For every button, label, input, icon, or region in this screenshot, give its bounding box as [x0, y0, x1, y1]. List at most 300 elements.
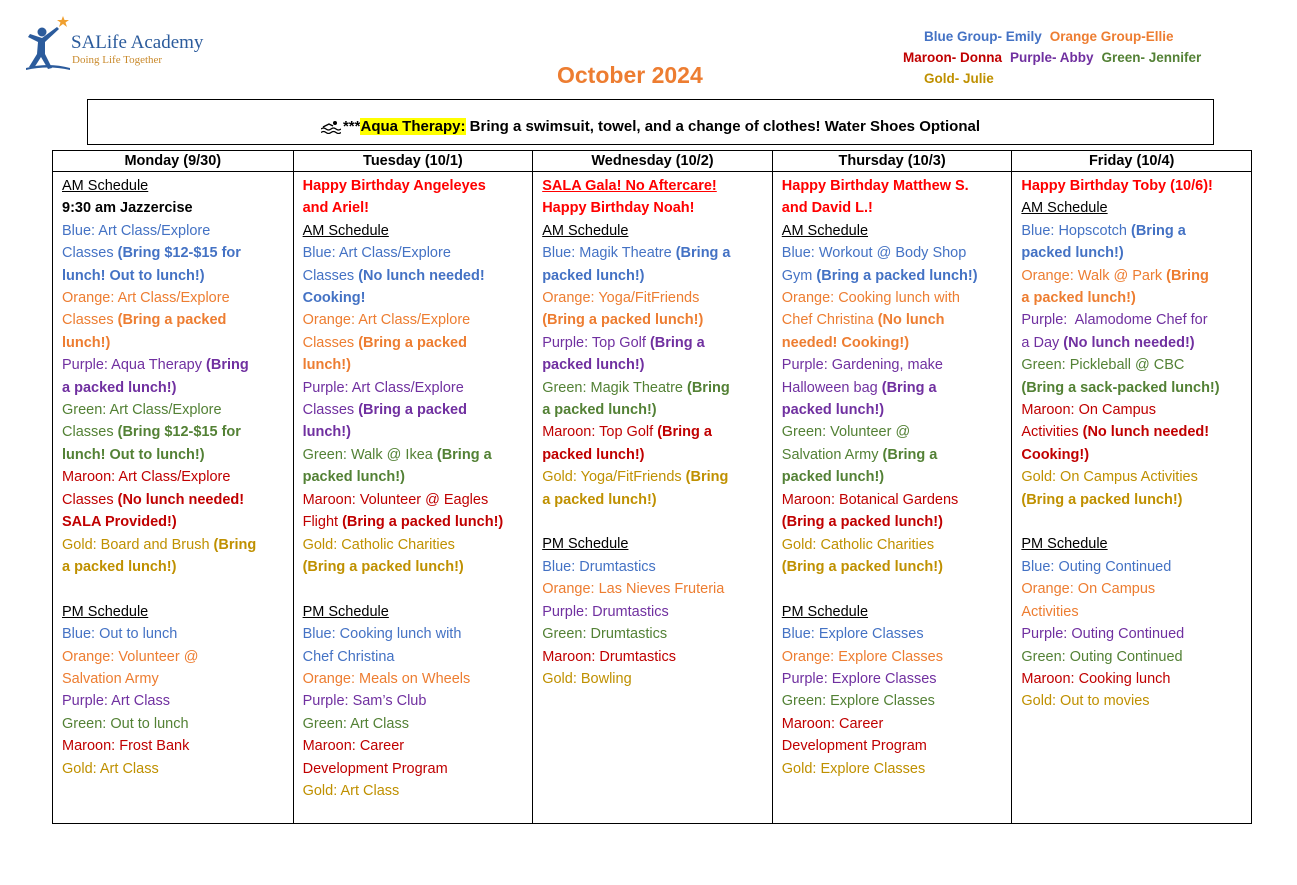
schedule-line — [62, 534, 284, 556]
schedule-line — [782, 242, 1003, 264]
schedule-text: Classes — [302, 334, 359, 351]
notice-text: Bring a swimsuit, towel, and a change of clothes! Water Shoes Optional — [465, 118, 981, 135]
schedule-line — [62, 421, 284, 443]
schedule-line — [1021, 175, 1242, 197]
schedule-line — [1021, 265, 1242, 287]
schedule-text: PM Schedule — [542, 536, 629, 553]
notice-prefix: *** — [342, 118, 361, 135]
schedule-line — [62, 197, 284, 219]
schedule-note: (Bring — [213, 536, 257, 553]
schedule-text: Blue: Workout @ Body Shop — [781, 245, 967, 262]
schedule-line — [542, 242, 763, 264]
schedule-text: Gold: Explore Classes — [781, 760, 926, 777]
day-body — [1012, 172, 1251, 713]
schedule-note: (No lunch needed!) — [1063, 334, 1195, 351]
schedule-line — [1021, 668, 1242, 690]
schedule-text: Maroon: Volunteer @ Eagles — [302, 491, 489, 508]
schedule-text: Halloween bag — [781, 379, 882, 396]
schedule-note: Happy Birthday Angeleyes — [302, 178, 486, 194]
schedule-line — [303, 287, 524, 309]
schedule-text: Green: Volunteer @ — [781, 424, 911, 441]
schedule-text: Maroon: Botanical Gardens — [781, 491, 959, 508]
schedule-note: a packed lunch!) — [1021, 290, 1136, 307]
schedule-text: Green: Art Class/Explore — [62, 402, 222, 419]
schedule-line — [542, 421, 763, 443]
schedule-line — [542, 623, 763, 645]
schedule-note: lunch! Out to lunch!) — [62, 267, 205, 284]
schedule-text: Orange: Meals on Wheels — [302, 670, 471, 687]
schedule-text: Development Program — [781, 738, 927, 755]
schedule-note: and Ariel! — [302, 200, 369, 217]
schedule-line — [62, 444, 284, 466]
schedule-line — [542, 175, 763, 197]
day-column-friday — [1011, 151, 1251, 823]
schedule-text: Gold: Board and Brush — [62, 536, 214, 553]
schedule-note: (Bring a packed lunch!) — [542, 312, 704, 329]
schedule-text: Purple: Art Class — [62, 693, 170, 710]
schedule-line — [303, 690, 524, 712]
schedule-text: Maroon: Drumtastics — [542, 648, 676, 665]
schedule-line — [782, 421, 1003, 443]
logo-name: SALife Academy — [71, 32, 204, 53]
schedule-line — [782, 197, 1003, 219]
schedule-note: needed! Cooking!) — [781, 334, 910, 351]
schedule-line — [1021, 533, 1242, 555]
schedule-note: lunch!) — [302, 424, 351, 441]
schedule-text: Gold: Bowling — [542, 670, 632, 687]
schedule-note: (Bring a packed lunch!) — [781, 558, 943, 575]
schedule-text: Gold: Yoga/FitFriends — [542, 469, 686, 486]
schedule-line — [1021, 399, 1242, 421]
schedule-line — [1021, 489, 1242, 511]
schedule-text: Orange: Art Class/Explore — [62, 290, 230, 307]
schedule-note: (No lunch needed! — [117, 491, 245, 508]
schedule-line — [782, 668, 1003, 690]
schedule-line — [1021, 197, 1242, 219]
schedule-text: Gold: Out to movies — [1021, 693, 1150, 710]
day-body — [53, 172, 293, 780]
schedule-line — [1021, 242, 1242, 264]
schedule-line — [1021, 332, 1242, 354]
schedule-line — [303, 758, 524, 780]
schedule-text: Blue: Drumtastics — [542, 558, 656, 575]
schedule-line — [303, 623, 524, 645]
schedule-text: Purple: Gardening, make — [781, 357, 943, 374]
schedule-line — [303, 780, 524, 802]
schedule-text: Blue: Out to lunch — [62, 626, 178, 643]
schedule-text: Gold: Catholic Charities — [781, 536, 935, 553]
schedule-line — [62, 646, 284, 668]
spacer — [1021, 511, 1242, 533]
schedule-note: lunch!) — [62, 334, 111, 351]
schedule-note: (Bring a packed — [358, 334, 467, 351]
day-header: Wednesday (10/2) — [533, 151, 772, 172]
schedule-line — [782, 735, 1003, 757]
schedule-line — [542, 197, 763, 219]
schedule-note: (Bring a packed lunch!) — [1021, 491, 1183, 508]
schedule-line — [542, 646, 763, 668]
schedule-note: and David L.! — [781, 200, 873, 217]
legend-purple: Purple- Abby — [1010, 50, 1094, 65]
schedule-line — [542, 220, 763, 242]
legend-blue: Blue Group- Emily — [924, 29, 1042, 44]
schedule-text: Orange: Cooking lunch with — [781, 290, 960, 307]
schedule-note: Cooking!) — [1021, 446, 1090, 463]
schedule-note: packed lunch!) — [781, 469, 885, 486]
day-body — [773, 172, 1012, 780]
schedule-text: Green: Art Class — [302, 715, 409, 732]
schedule-text: Blue: Explore Classes — [781, 626, 924, 643]
schedule-line — [62, 354, 284, 376]
schedule-line — [303, 332, 524, 354]
schedule-line — [782, 309, 1003, 331]
schedule-line — [542, 444, 763, 466]
schedule-line — [542, 466, 763, 488]
schedule-line — [62, 623, 284, 645]
schedule-line — [62, 466, 284, 488]
schedule-note: (Bring — [685, 469, 729, 486]
schedule-line — [1021, 466, 1242, 488]
legend-green: Green- Jennifer — [1101, 50, 1202, 65]
schedule-text: Purple: Explore Classes — [781, 670, 937, 687]
schedule-line — [542, 309, 763, 331]
schedule-note: a packed lunch!) — [62, 379, 177, 396]
schedule-note: (No lunch — [877, 312, 945, 329]
schedule-text: Blue: Magik Theatre — [542, 245, 676, 262]
schedule-line — [782, 690, 1003, 712]
schedule-text: Maroon: Cooking lunch — [1021, 670, 1171, 687]
schedule-line — [303, 489, 524, 511]
spacer — [782, 578, 1003, 600]
schedule-note: packed lunch!) — [542, 357, 645, 374]
schedule-line — [62, 511, 284, 533]
schedule-text: Classes — [62, 245, 118, 262]
page-title: October 2024 — [557, 62, 703, 88]
schedule-text: Flight — [302, 514, 343, 531]
schedule-text: Purple: Top Golf — [542, 334, 650, 351]
schedule-line — [1021, 354, 1242, 376]
schedule-text: a Day — [1021, 334, 1064, 351]
schedule-line — [1021, 623, 1242, 645]
schedule-line — [1021, 444, 1242, 466]
schedule-line — [303, 175, 524, 197]
schedule-text: Gold: Art Class — [302, 782, 400, 799]
day-body — [533, 172, 772, 690]
schedule-line — [782, 354, 1003, 376]
schedule-line — [782, 175, 1003, 197]
notice-highlight: Aqua Therapy: — [360, 118, 466, 135]
schedule-text: Gym — [781, 267, 817, 284]
schedule-text: Maroon: Art Class/Explore — [62, 469, 231, 486]
schedule-text: Chef Christina — [302, 648, 395, 665]
schedule-text: Purple: Outing Continued — [1021, 626, 1185, 643]
schedule-note: SALA Gala! No Aftercare! — [542, 178, 717, 194]
schedule-text: Blue: Art Class/Explore — [62, 222, 211, 239]
schedule-text: Orange: Yoga/FitFriends — [542, 290, 700, 307]
schedule-line — [542, 578, 763, 600]
schedule-text: Maroon: On Campus — [1021, 402, 1156, 419]
schedule-line — [542, 556, 763, 578]
schedule-line — [1021, 421, 1242, 443]
schedule-note: (Bring a sack-packed lunch!) — [1021, 379, 1220, 396]
schedule-line — [542, 354, 763, 376]
schedule-text: Purple: Sam’s Club — [302, 693, 427, 710]
schedule-note: (Bring a — [882, 446, 938, 463]
schedule-text: Green: Out to lunch — [62, 715, 189, 732]
schedule-note: (Bring — [687, 379, 730, 396]
schedule-text: PM Schedule — [781, 603, 869, 620]
logo-tagline: Doing Life Together — [72, 54, 163, 66]
schedule-line — [1021, 309, 1242, 331]
schedule-text: Blue: Hopscotch — [1021, 222, 1131, 239]
schedule-line — [62, 489, 284, 511]
schedule-note: (Bring a packed — [358, 402, 467, 419]
schedule-line — [303, 646, 524, 668]
schedule-line — [782, 220, 1003, 242]
group-legend — [903, 26, 1209, 89]
schedule-text: 9:30 am Jazzercise — [62, 200, 193, 217]
schedule-line — [542, 489, 763, 511]
schedule-text: Orange: Las Nieves Fruteria — [542, 581, 725, 598]
legend-orange: Orange Group-Ellie — [1049, 29, 1174, 44]
schedule-line — [303, 466, 524, 488]
schedule-text: Orange: On Campus — [1021, 581, 1156, 598]
schedule-note: (Bring a packed lunch!) — [302, 558, 464, 575]
schedule-line — [303, 601, 524, 623]
schedule-text: Gold: On Campus Activities — [1021, 469, 1198, 486]
schedule-line — [62, 287, 284, 309]
schedule-note: packed lunch!) — [542, 267, 645, 284]
schedule-line — [303, 556, 524, 578]
schedule-text: Classes — [302, 402, 359, 419]
schedule-text: AM Schedule — [302, 222, 389, 239]
schedule-line — [62, 713, 284, 735]
schedule-line — [782, 623, 1003, 645]
schedule-line — [782, 489, 1003, 511]
schedule-line — [1021, 287, 1242, 309]
schedule-line — [1021, 646, 1242, 668]
schedule-line — [303, 534, 524, 556]
schedule-text: AM Schedule — [781, 222, 869, 239]
schedule-line — [1021, 556, 1242, 578]
schedule-text: PM Schedule — [62, 603, 149, 620]
schedule-note: (Bring a packed lunch!) — [816, 267, 978, 284]
schedule-text: Orange: Explore Classes — [781, 648, 943, 665]
schedule-text: Classes — [302, 267, 359, 284]
schedule-line — [542, 287, 763, 309]
schedule-text: Activities — [1021, 603, 1079, 620]
schedule-text: Green: Explore Classes — [781, 693, 935, 710]
schedule-line — [62, 556, 284, 578]
schedule-text: Green: Magik Theatre — [542, 379, 687, 396]
schedule-line — [782, 534, 1003, 556]
schedule-line — [62, 332, 284, 354]
schedule-note: Happy Birthday Noah! — [542, 200, 695, 217]
schedule-note: (No lunch needed! — [358, 267, 485, 284]
schedule-note: a packed lunch!) — [542, 402, 657, 419]
schedule-line — [62, 242, 284, 264]
day-header: Tuesday (10/1) — [294, 151, 533, 172]
schedule-line — [1021, 220, 1242, 242]
swimmer-icon — [321, 120, 341, 134]
schedule-text: Orange: Art Class/Explore — [302, 312, 471, 329]
schedule-text: Orange: Volunteer @ — [62, 648, 199, 665]
schedule-line — [782, 511, 1003, 533]
person-star-logo-icon — [26, 16, 70, 72]
schedule-line — [782, 556, 1003, 578]
schedule-text: PM Schedule — [302, 603, 389, 620]
schedule-line — [303, 713, 524, 735]
schedule-line — [782, 399, 1003, 421]
schedule-text: AM Schedule — [62, 178, 149, 194]
spacer — [542, 511, 763, 533]
schedule-text: Maroon: Top Golf — [542, 424, 658, 441]
schedule-text: Salvation Army — [781, 446, 883, 463]
schedule-note: packed lunch!) — [1021, 245, 1124, 262]
schedule-line — [782, 713, 1003, 735]
spacer — [303, 578, 524, 600]
schedule-line — [542, 377, 763, 399]
schedule-line — [62, 377, 284, 399]
schedule-text: Classes — [62, 491, 118, 508]
schedule-note: SALA Provided!) — [62, 514, 177, 531]
schedule-line — [782, 466, 1003, 488]
day-column-monday — [53, 151, 293, 823]
schedule-line — [303, 197, 524, 219]
schedule-line — [62, 265, 284, 287]
schedule-line — [62, 601, 284, 623]
schedule-note: packed lunch!) — [542, 446, 645, 463]
schedule-text: Chef Christina — [781, 312, 878, 329]
schedule-line — [782, 332, 1003, 354]
schedule-line — [782, 377, 1003, 399]
day-body — [294, 172, 533, 802]
schedule-line — [303, 220, 524, 242]
schedule-line — [303, 377, 524, 399]
schedule-text: Purple: Aqua Therapy — [62, 357, 207, 374]
schedule-line — [782, 287, 1003, 309]
schedule-text: Classes — [62, 424, 118, 441]
schedule-note: (Bring a — [649, 334, 705, 351]
schedule-note: lunch!) — [302, 357, 351, 374]
schedule-note: (Bring a — [657, 424, 712, 441]
schedule-text: PM Schedule — [1021, 536, 1108, 553]
schedule-text: Maroon: Frost Bank — [62, 738, 190, 755]
schedule-line — [542, 265, 763, 287]
day-header: Thursday (10/3) — [773, 151, 1012, 172]
schedule-line — [303, 265, 524, 287]
schedule-text: Gold: Catholic Charities — [302, 536, 455, 553]
schedule-line — [62, 668, 284, 690]
schedule-line — [303, 354, 524, 376]
schedule-line — [303, 421, 524, 443]
schedule-line — [62, 220, 284, 242]
schedule-note: packed lunch!) — [781, 402, 885, 419]
schedule-line — [782, 601, 1003, 623]
aqua-therapy-notice — [87, 99, 1214, 145]
schedule-text: Purple: Drumtastics — [542, 603, 669, 620]
schedule-text: Purple: Art Class/Explore — [302, 379, 464, 396]
schedule-line — [62, 690, 284, 712]
schedule-line — [782, 646, 1003, 668]
schedule-note: lunch! Out to lunch!) — [62, 446, 205, 463]
schedule-text: Green: Walk @ Ikea — [302, 446, 437, 463]
schedule-note: (Bring a packed lunch!) — [342, 514, 504, 531]
schedule-line — [1021, 377, 1242, 399]
schedule-line — [1021, 690, 1242, 712]
weekly-schedule-table — [52, 150, 1252, 824]
day-column-wednesday — [532, 151, 772, 823]
schedule-text: Orange: Walk @ Park — [1021, 267, 1167, 284]
schedule-line — [62, 309, 284, 331]
schedule-line — [303, 309, 524, 331]
schedule-note: a packed lunch!) — [542, 491, 657, 508]
schedule-line — [1021, 601, 1242, 623]
academy-logo — [26, 16, 226, 72]
schedule-line — [303, 444, 524, 466]
schedule-note: (Bring a — [1131, 222, 1186, 239]
spacer — [62, 578, 284, 600]
schedule-text: Blue: Outing Continued — [1021, 558, 1172, 575]
schedule-line — [62, 735, 284, 757]
schedule-note: (Bring a packed lunch!) — [781, 514, 943, 531]
schedule-note: Happy Birthday Toby (10/6)! — [1021, 178, 1213, 194]
schedule-line — [303, 242, 524, 264]
day-column-tuesday — [293, 151, 533, 823]
schedule-text: Blue: Art Class/Explore — [302, 245, 451, 262]
schedule-text: Gold: Art Class — [62, 760, 159, 777]
schedule-line — [62, 399, 284, 421]
schedule-line — [303, 399, 524, 421]
schedule-text: Salvation Army — [62, 670, 159, 687]
schedule-text: Green: Outing Continued — [1021, 648, 1183, 665]
schedule-note: (Bring a — [436, 446, 492, 463]
legend-maroon: Maroon- Donna — [903, 50, 1002, 65]
legend-gold: Gold- Julie — [924, 71, 994, 86]
schedule-text: Maroon: Career — [302, 738, 405, 755]
schedule-text: Development Program — [302, 760, 448, 777]
day-header: Friday (10/4) — [1012, 151, 1251, 172]
schedule-line — [303, 668, 524, 690]
schedule-line — [542, 332, 763, 354]
schedule-note: (Bring $12-$15 for — [117, 245, 241, 262]
schedule-text: AM Schedule — [542, 222, 629, 239]
schedule-line — [782, 444, 1003, 466]
schedule-line — [542, 668, 763, 690]
schedule-line — [62, 758, 284, 780]
schedule-line — [542, 601, 763, 623]
schedule-note: (Bring — [206, 357, 249, 374]
schedule-note: (Bring — [1166, 267, 1209, 284]
schedule-line — [1021, 578, 1242, 600]
schedule-note: (Bring a packed — [117, 312, 227, 329]
schedule-text: Purple: Alamodome Chef for — [1021, 312, 1208, 329]
schedule-text: Blue: Cooking lunch with — [302, 626, 462, 643]
schedule-note: packed lunch!) — [302, 469, 405, 486]
schedule-note: (Bring $12-$15 for — [117, 424, 241, 441]
day-column-thursday — [772, 151, 1012, 823]
schedule-text: Green: Pickleball @ CBC — [1021, 357, 1185, 374]
schedule-text: Green: Drumtastics — [542, 626, 668, 643]
schedule-text: AM Schedule — [1021, 200, 1108, 217]
schedule-note: Cooking! — [302, 290, 366, 307]
schedule-line — [782, 758, 1003, 780]
schedule-line — [542, 399, 763, 421]
schedule-line — [303, 735, 524, 757]
schedule-note: a packed lunch!) — [62, 558, 177, 575]
schedule-line — [782, 265, 1003, 287]
schedule-line — [542, 533, 763, 555]
